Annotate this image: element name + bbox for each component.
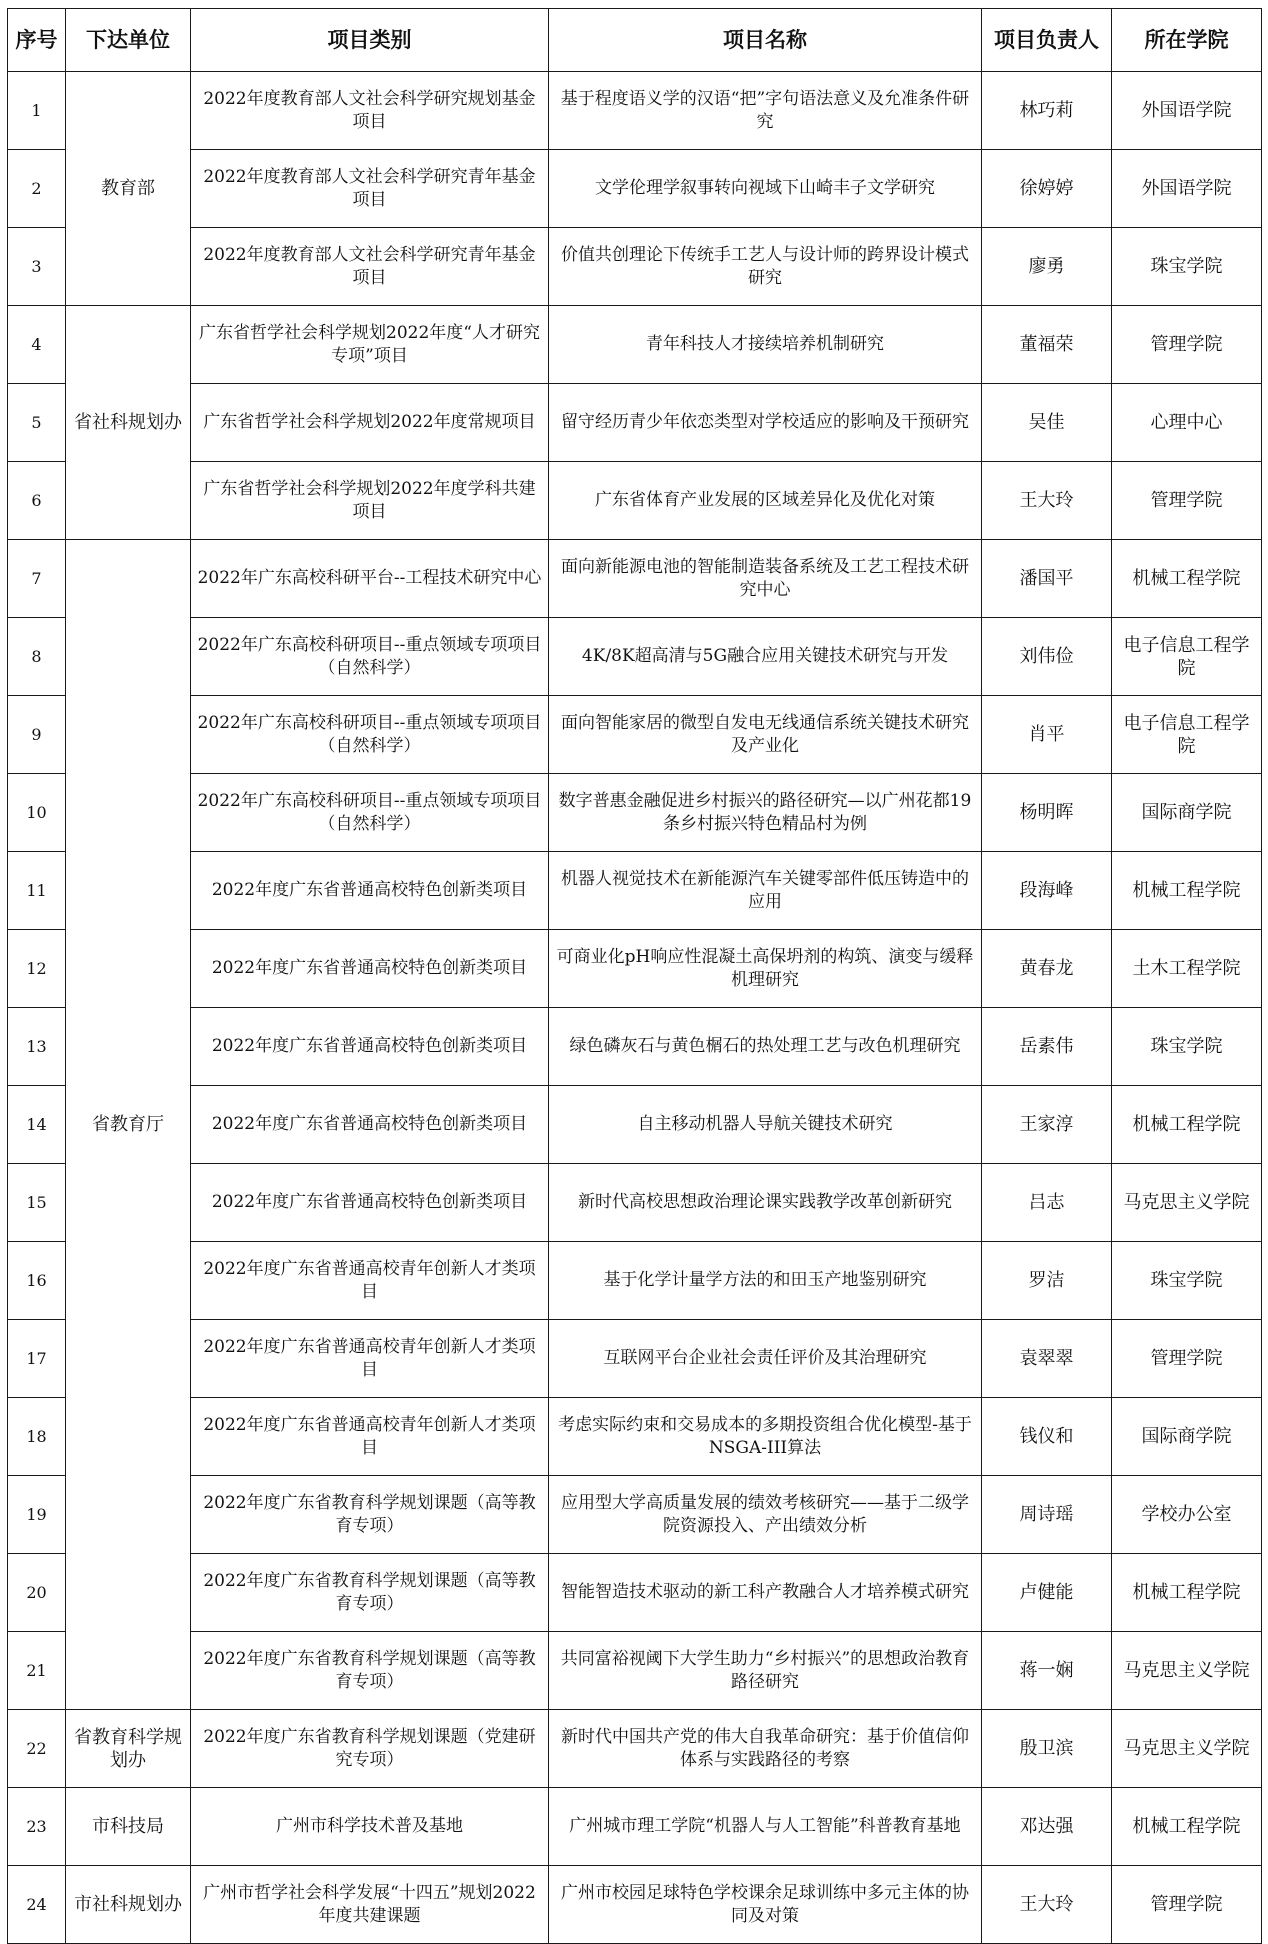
project-name: 基于化学计量学方法的和田玉产地鉴别研究 xyxy=(549,1242,982,1320)
table-row xyxy=(8,150,1262,228)
project-name: 智能智造技术驱动的新工科产教融合人才培养模式研究 xyxy=(549,1554,982,1632)
table-row xyxy=(8,696,1262,774)
college-name: 学校办公室 xyxy=(1112,1476,1262,1554)
college-name: 外国语学院 xyxy=(1112,150,1262,228)
project-leader: 林巧莉 xyxy=(982,72,1112,150)
project-category: 2022年度广东省普通高校特色创新类项目 xyxy=(191,1008,549,1086)
issuing-unit: 省社科规划办 xyxy=(66,306,191,540)
header-person: 项目负责人 xyxy=(982,9,1112,72)
row-number: 2 xyxy=(8,150,66,228)
project-leader: 王大玲 xyxy=(982,462,1112,540)
project-leader: 吕志 xyxy=(982,1164,1112,1242)
header-project-name: 项目名称 xyxy=(549,9,982,72)
row-number: 4 xyxy=(8,306,66,384)
table-row xyxy=(8,462,1262,540)
project-leader: 罗洁 xyxy=(982,1242,1112,1320)
table-row xyxy=(8,852,1262,930)
project-leader: 肖平 xyxy=(982,696,1112,774)
project-name: 面向智能家居的微型自发电无线通信系统关键技术研究及产业化 xyxy=(549,696,982,774)
project-name: 可商业化pH响应性混凝土高保坍剂的构筑、演变与缓释机理研究 xyxy=(549,930,982,1008)
project-leader: 黄春龙 xyxy=(982,930,1112,1008)
project-name: 文学伦理学叙事转向视域下山崎丰子文学研究 xyxy=(549,150,982,228)
project-category: 2022年度广东省普通高校特色创新类项目 xyxy=(191,1086,549,1164)
project-name: 广东省体育产业发展的区域差异化及优化对策 xyxy=(549,462,982,540)
table-row xyxy=(8,1086,1262,1164)
project-name: 4K/8K超高清与5G融合应用关键技术研究与开发 xyxy=(549,618,982,696)
header-category: 项目类别 xyxy=(191,9,549,72)
college-name: 珠宝学院 xyxy=(1112,1008,1262,1086)
project-name: 新时代中国共产党的伟大自我革命研究：基于价值信仰体系与实践路径的考察 xyxy=(549,1710,982,1788)
project-leader: 潘国平 xyxy=(982,540,1112,618)
table-row xyxy=(8,1710,1262,1788)
college-name: 外国语学院 xyxy=(1112,72,1262,150)
table-row xyxy=(8,1164,1262,1242)
college-name: 国际商学院 xyxy=(1112,774,1262,852)
college-name: 土木工程学院 xyxy=(1112,930,1262,1008)
college-name: 电子信息工程学院 xyxy=(1112,696,1262,774)
project-category: 2022年度广东省教育科学规划课题（高等教育专项） xyxy=(191,1476,549,1554)
project-category: 2022年度广东省普通高校青年创新人才类项目 xyxy=(191,1320,549,1398)
college-name: 管理学院 xyxy=(1112,306,1262,384)
issuing-unit: 省教育厅 xyxy=(66,540,191,1710)
project-category: 2022年度广东省普通高校青年创新人才类项目 xyxy=(191,1242,549,1320)
project-leader: 殷卫滨 xyxy=(982,1710,1112,1788)
project-category: 2022年广东高校科研项目--重点领域专项项目（自然科学） xyxy=(191,618,549,696)
row-number: 21 xyxy=(8,1632,66,1710)
table-row xyxy=(8,930,1262,1008)
table-row xyxy=(8,540,1262,618)
project-leader: 廖勇 xyxy=(982,228,1112,306)
issuing-unit: 市社科规划办 xyxy=(66,1866,191,1944)
project-name: 价值共创理论下传统手工艺人与设计师的跨界设计模式研究 xyxy=(549,228,982,306)
project-leader: 吴佳 xyxy=(982,384,1112,462)
project-category: 2022年度广东省普通高校特色创新类项目 xyxy=(191,1164,549,1242)
college-name: 马克思主义学院 xyxy=(1112,1710,1262,1788)
project-name: 广州城市理工学院“机器人与人工智能”科普教育基地 xyxy=(549,1788,982,1866)
row-number: 1 xyxy=(8,72,66,150)
table-row xyxy=(8,72,1262,150)
project-category: 2022年度教育部人文社会科学研究青年基金项目 xyxy=(191,150,549,228)
project-name: 应用型大学高质量发展的绩效考核研究——基于二级学院资源投入、产出绩效分析 xyxy=(549,1476,982,1554)
table-row xyxy=(8,1008,1262,1086)
college-name: 机械工程学院 xyxy=(1112,1554,1262,1632)
project-category: 2022年度广东省普通高校特色创新类项目 xyxy=(191,930,549,1008)
row-number: 24 xyxy=(8,1866,66,1944)
table-row xyxy=(8,1398,1262,1476)
project-category: 广东省哲学社会科学规划2022年度常规项目 xyxy=(191,384,549,462)
header-unit: 下达单位 xyxy=(66,9,191,72)
project-category: 广州市科学技术普及基地 xyxy=(191,1788,549,1866)
table-body xyxy=(8,72,1262,1944)
project-name: 青年科技人才接续培养机制研究 xyxy=(549,306,982,384)
header-college: 所在学院 xyxy=(1112,9,1262,72)
project-name: 基于程度语义学的汉语“把”字句语法意义及允准条件研究 xyxy=(549,72,982,150)
row-number: 17 xyxy=(8,1320,66,1398)
table-row xyxy=(8,1476,1262,1554)
row-number: 14 xyxy=(8,1086,66,1164)
table-row xyxy=(8,1866,1262,1944)
project-leader: 王家淳 xyxy=(982,1086,1112,1164)
issuing-unit: 市科技局 xyxy=(66,1788,191,1866)
row-number: 18 xyxy=(8,1398,66,1476)
project-category: 广州市哲学社会科学发展“十四五”规划2022年度共建课题 xyxy=(191,1866,549,1944)
table-row xyxy=(8,384,1262,462)
project-leader: 杨明晖 xyxy=(982,774,1112,852)
college-name: 电子信息工程学院 xyxy=(1112,618,1262,696)
college-name: 机械工程学院 xyxy=(1112,852,1262,930)
row-number: 20 xyxy=(8,1554,66,1632)
college-name: 国际商学院 xyxy=(1112,1398,1262,1476)
row-number: 10 xyxy=(8,774,66,852)
project-name: 机器人视觉技术在新能源汽车关键零部件低压铸造中的应用 xyxy=(549,852,982,930)
project-leader: 刘伟俭 xyxy=(982,618,1112,696)
table-row xyxy=(8,228,1262,306)
project-category: 2022年度广东省教育科学规划课题（高等教育专项） xyxy=(191,1632,549,1710)
project-category: 2022年广东高校科研项目--重点领域专项项目（自然科学） xyxy=(191,696,549,774)
row-number: 5 xyxy=(8,384,66,462)
project-category: 广东省哲学社会科学规划2022年度“人才研究专项”项目 xyxy=(191,306,549,384)
college-name: 机械工程学院 xyxy=(1112,1086,1262,1164)
project-category: 2022年度广东省教育科学规划课题（党建研究专项） xyxy=(191,1710,549,1788)
college-name: 珠宝学院 xyxy=(1112,228,1262,306)
project-name: 绿色磷灰石与黄色榍石的热处理工艺与改色机理研究 xyxy=(549,1008,982,1086)
project-category: 2022年度广东省教育科学规划课题（高等教育专项） xyxy=(191,1554,549,1632)
project-category: 2022年广东高校科研项目--重点领域专项项目（自然科学） xyxy=(191,774,549,852)
project-table xyxy=(7,8,1262,1944)
row-number: 3 xyxy=(8,228,66,306)
project-name: 面向新能源电池的智能制造装备系统及工艺工程技术研究中心 xyxy=(549,540,982,618)
project-leader: 王大玲 xyxy=(982,1866,1112,1944)
project-category: 2022年广东高校科研平台--工程技术研究中心 xyxy=(191,540,549,618)
project-name: 共同富裕视阈下大学生助力“乡村振兴”的思想政治教育路径研究 xyxy=(549,1632,982,1710)
project-leader: 卢健能 xyxy=(982,1554,1112,1632)
row-number: 13 xyxy=(8,1008,66,1086)
table-row xyxy=(8,1320,1262,1398)
issuing-unit: 教育部 xyxy=(66,72,191,306)
project-leader: 段海峰 xyxy=(982,852,1112,930)
project-name: 广州市校园足球特色学校课余足球训练中多元主体的协同及对策 xyxy=(549,1866,982,1944)
project-leader: 徐婷婷 xyxy=(982,150,1112,228)
project-leader: 周诗瑶 xyxy=(982,1476,1112,1554)
row-number: 6 xyxy=(8,462,66,540)
project-name: 自主移动机器人导航关键技术研究 xyxy=(549,1086,982,1164)
row-number: 22 xyxy=(8,1710,66,1788)
row-number: 12 xyxy=(8,930,66,1008)
college-name: 马克思主义学院 xyxy=(1112,1632,1262,1710)
row-number: 16 xyxy=(8,1242,66,1320)
college-name: 心理中心 xyxy=(1112,384,1262,462)
project-category: 广东省哲学社会科学规划2022年度学科共建项目 xyxy=(191,462,549,540)
project-name: 留守经历青少年依恋类型对学校适应的影响及干预研究 xyxy=(549,384,982,462)
project-name: 考虑实际约束和交易成本的多期投资组合优化模型-基于NSGA-III算法 xyxy=(549,1398,982,1476)
college-name: 管理学院 xyxy=(1112,462,1262,540)
project-category: 2022年度广东省普通高校特色创新类项目 xyxy=(191,852,549,930)
project-name: 互联网平台企业社会责任评价及其治理研究 xyxy=(549,1320,982,1398)
project-name: 新时代高校思想政治理论课实践教学改革创新研究 xyxy=(549,1164,982,1242)
table-row xyxy=(8,774,1262,852)
college-name: 机械工程学院 xyxy=(1112,1788,1262,1866)
issuing-unit: 省教育科学规划办 xyxy=(66,1710,191,1788)
project-leader: 钱仪和 xyxy=(982,1398,1112,1476)
table-row xyxy=(8,1554,1262,1632)
table-row xyxy=(8,618,1262,696)
project-name: 数字普惠金融促进乡村振兴的路径研究—以广州花都19条乡村振兴特色精品村为例 xyxy=(549,774,982,852)
table-row xyxy=(8,306,1262,384)
row-number: 8 xyxy=(8,618,66,696)
project-leader: 蒋一娴 xyxy=(982,1632,1112,1710)
row-number: 23 xyxy=(8,1788,66,1866)
college-name: 管理学院 xyxy=(1112,1866,1262,1944)
college-name: 珠宝学院 xyxy=(1112,1242,1262,1320)
row-number: 9 xyxy=(8,696,66,774)
project-leader: 邓达强 xyxy=(982,1788,1112,1866)
college-name: 马克思主义学院 xyxy=(1112,1164,1262,1242)
table-header xyxy=(8,9,1262,72)
table-row xyxy=(8,1788,1262,1866)
row-number: 19 xyxy=(8,1476,66,1554)
project-category: 2022年度广东省普通高校青年创新人才类项目 xyxy=(191,1398,549,1476)
table-row xyxy=(8,1242,1262,1320)
project-category: 2022年度教育部人文社会科学研究规划基金项目 xyxy=(191,72,549,150)
row-number: 7 xyxy=(8,540,66,618)
table-row xyxy=(8,1632,1262,1710)
project-leader: 董福荣 xyxy=(982,306,1112,384)
row-number: 11 xyxy=(8,852,66,930)
project-category: 2022年度教育部人文社会科学研究青年基金项目 xyxy=(191,228,549,306)
header-row xyxy=(8,9,1262,72)
college-name: 机械工程学院 xyxy=(1112,540,1262,618)
row-number: 15 xyxy=(8,1164,66,1242)
project-leader: 袁翠翠 xyxy=(982,1320,1112,1398)
header-no: 序号 xyxy=(8,9,66,72)
project-leader: 岳素伟 xyxy=(982,1008,1112,1086)
college-name: 管理学院 xyxy=(1112,1320,1262,1398)
